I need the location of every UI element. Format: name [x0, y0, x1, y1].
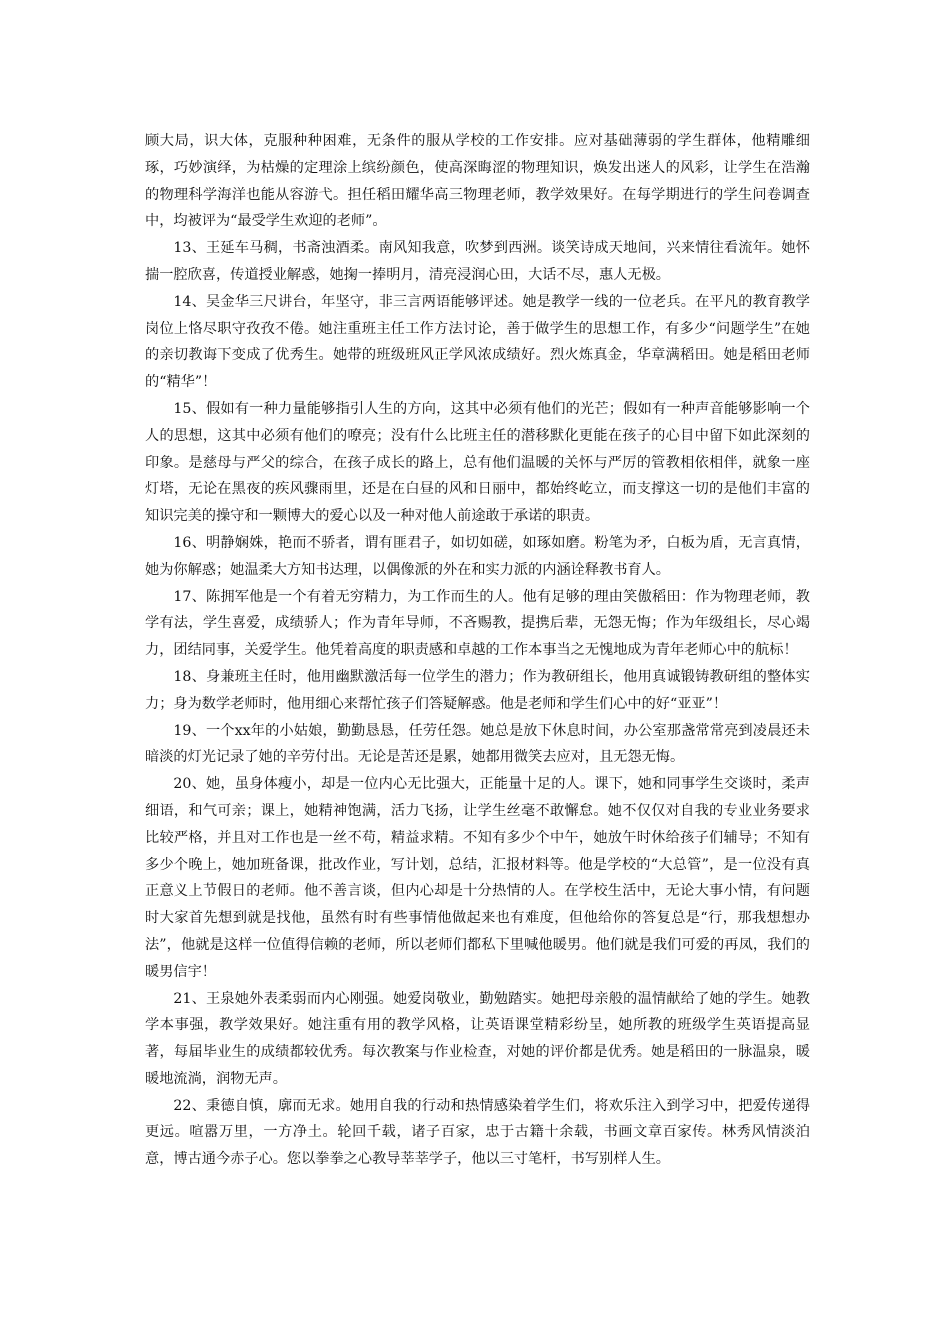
paragraph-14: 14、吴金华三尺讲台，年坚守，非三言两语能够评述。她是教学一线的一位老兵。在平凡的教育教学岗位上恪尽职守孜孜不倦。她注重班主任工作方法讨论，善于做学生的思想工作，有多少“问题学生”在她的亲切教诲下变成了优秀生。她带的班级班风正学风浓成绩好。烈火炼真金，华章满稻田。她是稻田老师的“精华”！ — [145, 293, 810, 391]
paragraph-20: 20、她，虽身体瘦小，却是一位内心无比强大，正能量十足的人。课下，她和同事学生交谈时，柔声细语，和气可亲；课上，她精神饱满，活力飞扬，让学生丝毫不敢懈怠。她不仅仅对自我的专业业务要求比较严格，并且对工作也是一丝不苟，精益求精。不知有多少个中午，她放午时休给孩子们辅导；不知有多少个晚上，她加班备课，批改作业，写计划，总结，汇报材料等。他是学校的“大总管”，是一位没有真正意义上节假日的老师。他不善言谈，但内心却是十分热情的人。在学校生活中，无论大事小情，有问题时大家首先想到就是找他，虽然有时有些事情他做起来也有难度，但他给你的答复总是“行，那我想想办法”，他就是这样一位值得信赖的老师，所以老师们都私下里喊他暖男。他们就是我们可爱的再凤，我们的暖男信宇！ — [145, 776, 810, 980]
paragraph-19: 19、一个xx年的小姑娘，勤勤恳恳，任劳任怨。她总是放下休息时间，办公室那盏常常亮到凌晨还未暗淡的灯光记录了她的辛劳付出。无论是苦还是累，她都用微笑去应对，且无怨无悔。 — [145, 722, 810, 766]
paragraph-13: 13、王延车马稠，书斋浊酒柔。南风知我意，吹梦到西洲。谈笑诗成天地间，兴来情往看流年。她怀揣一腔欣喜，传道授业解惑，她掬一捧明月，清亮浸润心田，大话不尽，惠人无极。 — [145, 240, 810, 283]
paragraph-continuation: 顾大局，识大体，克服种种困难，无条件的服从学校的工作安排。应对基础薄弱的学生群体，他精雕细琢，巧妙演绎，为枯燥的定理涂上缤纷颜色，使高深晦涩的物理知识，焕发出迷人的风彩，让学生在浩瀚的物理科学海洋也能从容游弋。担任稻田耀华高三物理老师，教学效果好。在每学期进行的学生问卷调查中，均被评为“最受学生欢迎的老师”。 — [145, 133, 810, 230]
paragraph-21: 21、王泉她外表柔弱而内心刚强。她爱岗敬业，勤勉踏实。她把母亲般的温情献给了她的学生。她教学本事强，教学效果好。她注重有用的教学风格，让英语课堂精彩纷呈，她所教的班级学生英语提高显著，每届毕业生的成绩都较优秀。每次教案与作业检查，对她的评价都是优秀。她是稻田的一脉温泉，暖暖地流淌，润物无声。 — [145, 990, 810, 1087]
paragraph-16: 16、明静娴姝，艳而不骄者，谓有匪君子，如切如磋，如琢如磨。粉笔为矛，白板为盾，无言真情，她为你解惑；她温柔大方知书达理，以偶像派的外在和实力派的内涵诠释教书育人。 — [145, 534, 810, 578]
paragraph-18: 18、身兼班主任时，他用幽默激活每一位学生的潜力；作为教研组长，他用真诚锻铸教研组的整体实力；身为数学老师时，他用细心来帮忙孩子们答疑解惑。他是老师和学生们心中的好“亚亚”！ — [145, 668, 810, 712]
paragraph-22: 22、秉德自慎，廓而无求。她用自我的行动和热情感染着学生们，将欢乐注入到学习中，把爱传递得更远。喧嚣万里，一方净土。轮回千载，诸子百家，忠于古籍十余载，书画文章百家传。林秀风情淡泊意，博古通今赤子心。您以拳拳之心教导莘莘学子，他以三寸笔杆，书写别样人生。 — [145, 1097, 810, 1168]
document-body — [145, 128, 810, 1173]
paragraph-15: 15、假如有一种力量能够指引人生的方向，这其中必须有他们的光芒；假如有一种声音能够影响一个人的思想，这其中必须有他们的嘹亮；没有什么比班主任的潜移默化更能在孩子的心目中留下如此深刻的印象。是慈母与严父的综合，在孩子成长的路上，总有他们温暖的关怀与严厉的管教相依相伴，就象一座灯塔，无论在黑夜的疾风骤雨里，还是在白昼的风和日丽中，都始终屹立，而支撑这一切的是他们丰富的知识完美的操守和一颗博大的爱心以及一种对他人前途敢于承诺的职责。 — [145, 400, 810, 525]
paragraph-17: 17、陈拥军他是一个有着无穷精力，为工作而生的人。他有足够的理由笑傲稻田：作为物理老师，教学有法，学生喜爱，成绩骄人；作为青年导师，不吝赐教，提携后辈，无怨无悔；作为年级组长，尽心竭力，团结同事，关爱学生。他凭着高度的职责感和卓越的工作本事当之无愧地成为青年老师心中的航标！ — [145, 588, 810, 659]
